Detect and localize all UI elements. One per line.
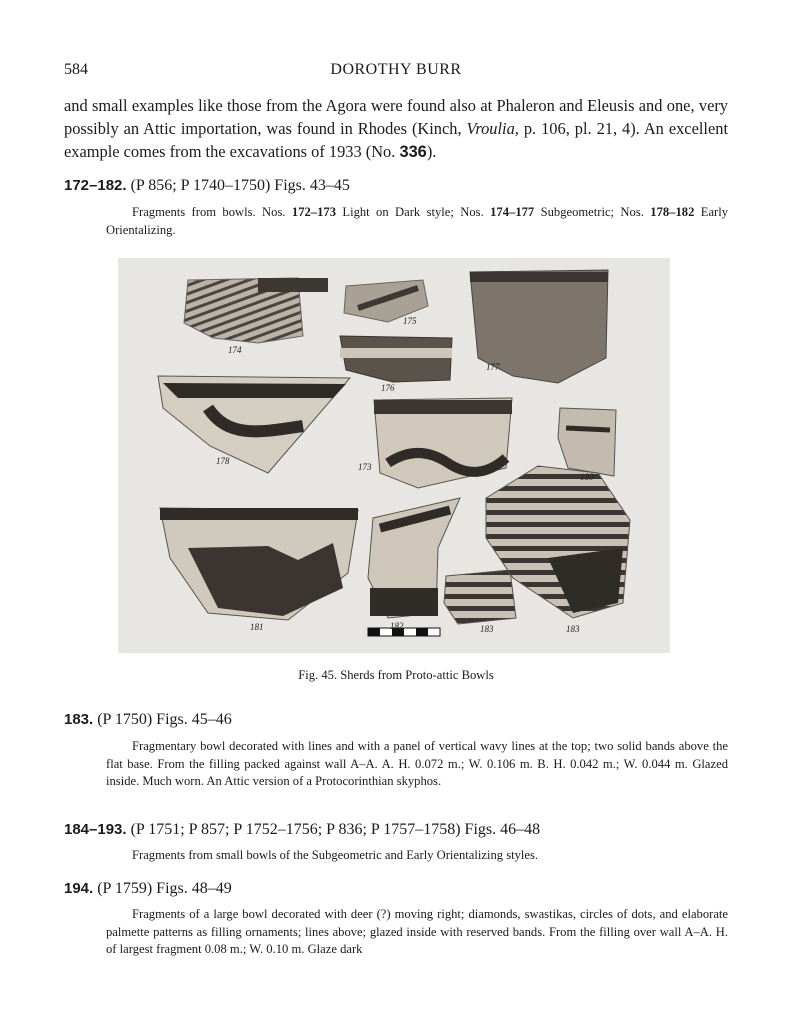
desc-number: 178–182	[650, 205, 695, 219]
sherd-label: 174	[228, 345, 242, 355]
entry-heading	[64, 880, 232, 898]
entry-description	[106, 204, 728, 239]
sherd-label: 178	[216, 456, 230, 466]
page-number: 584	[64, 61, 88, 78]
figure-caption: Fig. 45. Sherds from Proto-attic Bowls	[298, 668, 494, 682]
sherd-183a	[444, 570, 516, 624]
entry-number: 184–193.	[64, 821, 127, 838]
sherd-label: 173	[358, 462, 372, 472]
entry-number: 183.	[64, 711, 94, 728]
desc-text: Fragmentary bowl decorated with lines and with a panel of vertical wavy lines at the top; two solid bands above the flat base. From the filling packed against wall A–A. A. H. 0.072 m.; W. 0.106 m. B. H. 0.042 m.; W. 0.044 m. Glazed inside. Much worn. An Attic version of a Protocorinthian skyphos.	[106, 739, 728, 789]
sherd-174	[184, 278, 328, 343]
intro-catalog-number: 336	[399, 143, 427, 161]
sherd-178	[158, 376, 350, 473]
sherd-photo-svg	[118, 258, 670, 653]
sherd-181	[160, 508, 358, 620]
sherd-173	[374, 398, 512, 488]
desc-number: 174–177	[490, 205, 535, 219]
entry-number: 194.	[64, 880, 94, 897]
desc-part: Fragments from bowls. Nos.	[132, 205, 292, 219]
sherd-label: 175	[403, 316, 417, 326]
entry-heading	[64, 177, 350, 195]
desc-part: Early Orientalizing.	[106, 205, 729, 237]
entry-number: 172–182.	[64, 177, 127, 194]
sherd-photograph	[118, 258, 670, 653]
intro-citation: Vroulia,	[466, 119, 519, 138]
entry-refs: (P 1750) Figs. 45–46	[93, 711, 232, 728]
desc-number: 172–173	[291, 205, 336, 219]
page-header	[64, 61, 728, 83]
entry-description	[106, 906, 728, 959]
running-title: DOROTHY BURR	[330, 61, 462, 78]
sherd-label: 183	[480, 624, 494, 634]
desc-part: Subgeometric; Nos.	[534, 205, 651, 219]
sherd-label: 182	[390, 621, 404, 631]
intro-text-1: and small examples like those from the Agora were found also at Phaleron and Eleusis and one, very possibly an Attic importation, was found in Rhodes (Kinch,	[64, 96, 728, 138]
desc-part: Light on Dark style; Nos.	[335, 205, 491, 219]
sherd-label: 181	[250, 622, 264, 632]
sherd-180	[558, 408, 616, 476]
entry-heading	[64, 711, 232, 729]
entry-description	[106, 847, 728, 865]
intro-text-2: p. 106, pl. 21, 4). An excellent example comes from the excavations of 1933 (No.	[64, 119, 728, 161]
sherd-label: 176	[381, 383, 395, 393]
sherd-label: 183	[566, 624, 580, 634]
sherd-label: 177	[486, 362, 500, 372]
entry-refs: (P 1751; P 857; P 1752–1756; P 836; P 1757–1758) Figs. 46–48	[126, 821, 541, 838]
entry-heading	[64, 821, 540, 839]
sherd-label: 180	[580, 472, 594, 482]
entry-refs: (P 856; P 1740–1750) Figs. 43–45	[126, 177, 350, 194]
entry-description	[106, 738, 728, 791]
sherd-176	[340, 336, 452, 382]
intro-paragraph	[64, 94, 728, 164]
intro-text-3: ).	[426, 142, 437, 161]
desc-text: Fragments of a large bowl decorated with deer (?) moving right; diamonds, swastikas, circles of dots, and elaborate palmette patterns as filling ornaments; lines above; glazed inside with reserved bands. From the filling over wall A–A. H. of largest fragment 0.08 m.; W. 0.10 m. Glaze dark	[106, 907, 728, 957]
desc-text: Fragments from small bowls of the Subgeometric and Early Orientalizing styles.	[132, 848, 539, 862]
entry-refs: (P 1759) Figs. 48–49	[93, 880, 232, 897]
scale-bar	[368, 628, 440, 636]
